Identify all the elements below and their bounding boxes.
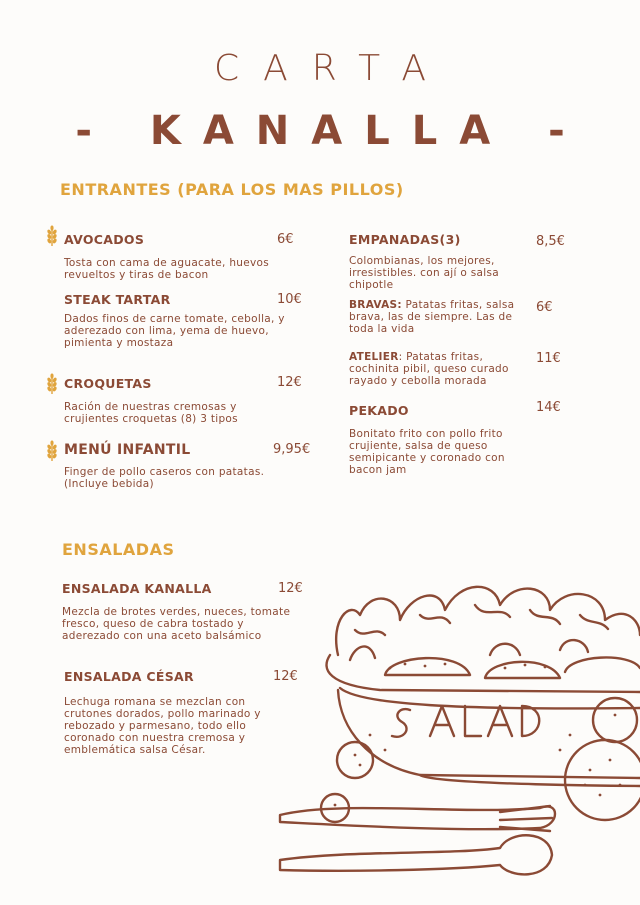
section-heading-ensaladas: ENSALADAS — [62, 540, 175, 559]
wheat-icon — [45, 373, 59, 395]
dish-price-bravas: 6€ — [536, 300, 553, 315]
dish-name-empanadas: EMPANADAS(3) — [349, 232, 461, 247]
dish-desc-steak-tartar: Dados finos de carne tomate, cebolla, y aderezado con lima, yema de huevo, pimienta y mostaza — [64, 313, 285, 349]
dish-desc-ensalada-cesar: Lechuga romana se mezclan con crutones dorados, pollo marinado y rebozado y parmesano, todo ello coronado con nuestra cremosa y emblemática salsa César. — [64, 696, 261, 756]
dish-name-pekado: PEKADO — [349, 403, 409, 418]
section-heading-entrantes: ENTRANTES (PARA LOS MAS PILLOS) — [60, 180, 404, 199]
dish-name-menu-infantil: MENÚ INFANTIL — [64, 442, 191, 458]
menu-title-kanalla: - KANALLA - — [75, 108, 587, 154]
dish-price-menu-infantil: 9,95€ — [273, 442, 311, 457]
dish-name-bravas: BRAVAS: — [349, 299, 402, 311]
dish-atelier — [349, 351, 524, 387]
dish-desc-menu-infantil: Finger de pollo caseros con patatas. (Incluye bebida) — [64, 466, 265, 490]
dish-name-ensalada-cesar: ENSALADA CÉSAR — [64, 669, 194, 684]
dish-name-steak-tartar: STEAK TARTAR — [64, 292, 171, 307]
menu-title-carta: CARTA — [214, 48, 450, 89]
wheat-icon — [45, 225, 59, 247]
dish-price-empanadas: 8,5€ — [536, 234, 565, 249]
dish-desc-pekado: Bonitato frito con pollo frito crujiente, salsa de queso semipicante y coronado con bacon jam — [349, 428, 505, 476]
dish-desc-croquetas: Ración de nuestras cremosas y crujientes croquetas (8) 3 tipos — [64, 401, 238, 425]
wheat-icon — [45, 440, 59, 462]
dish-name-ensalada-kanalla: ENSALADA KANALLA — [62, 581, 212, 596]
dish-name-avocados: AVOCADOS — [64, 232, 145, 247]
salad-bowl-illustration — [260, 560, 640, 905]
dish-desc-bravas: Patatas fritas, salsa brava, las de siempre. Las de toda la vida — [349, 299, 515, 335]
dish-price-avocados: 6€ — [277, 232, 294, 247]
dish-name-croquetas: CROQUETAS — [64, 376, 152, 391]
dish-bravas — [349, 299, 524, 335]
dish-price-ensalada-kanalla: 12€ — [278, 581, 303, 596]
dish-price-croquetas: 12€ — [277, 375, 302, 390]
dish-name-atelier: ATELIER — [349, 351, 399, 363]
dish-price-atelier: 11€ — [536, 351, 561, 366]
dish-price-pekado: 14€ — [536, 400, 561, 415]
dish-desc-ensalada-kanalla: Mezcla de brotes verdes, nueces, tomate fresco, queso de cabra tostado y aderezado con una aceto balsámico — [62, 606, 291, 642]
dish-price-steak-tartar: 10€ — [277, 292, 302, 307]
dish-price-ensalada-cesar: 12€ — [273, 669, 298, 684]
dish-desc-avocados: Tosta con cama de aguacate, huevos revueltos y tiras de bacon — [64, 257, 269, 281]
dish-desc-atelier: : Patatas fritas, cochinita pibil, queso curado rayado y cebolla morada — [349, 351, 509, 387]
dish-desc-empanadas: Colombianas, los mejores, irresistibles. con ají o salsa chipotle — [349, 255, 499, 291]
